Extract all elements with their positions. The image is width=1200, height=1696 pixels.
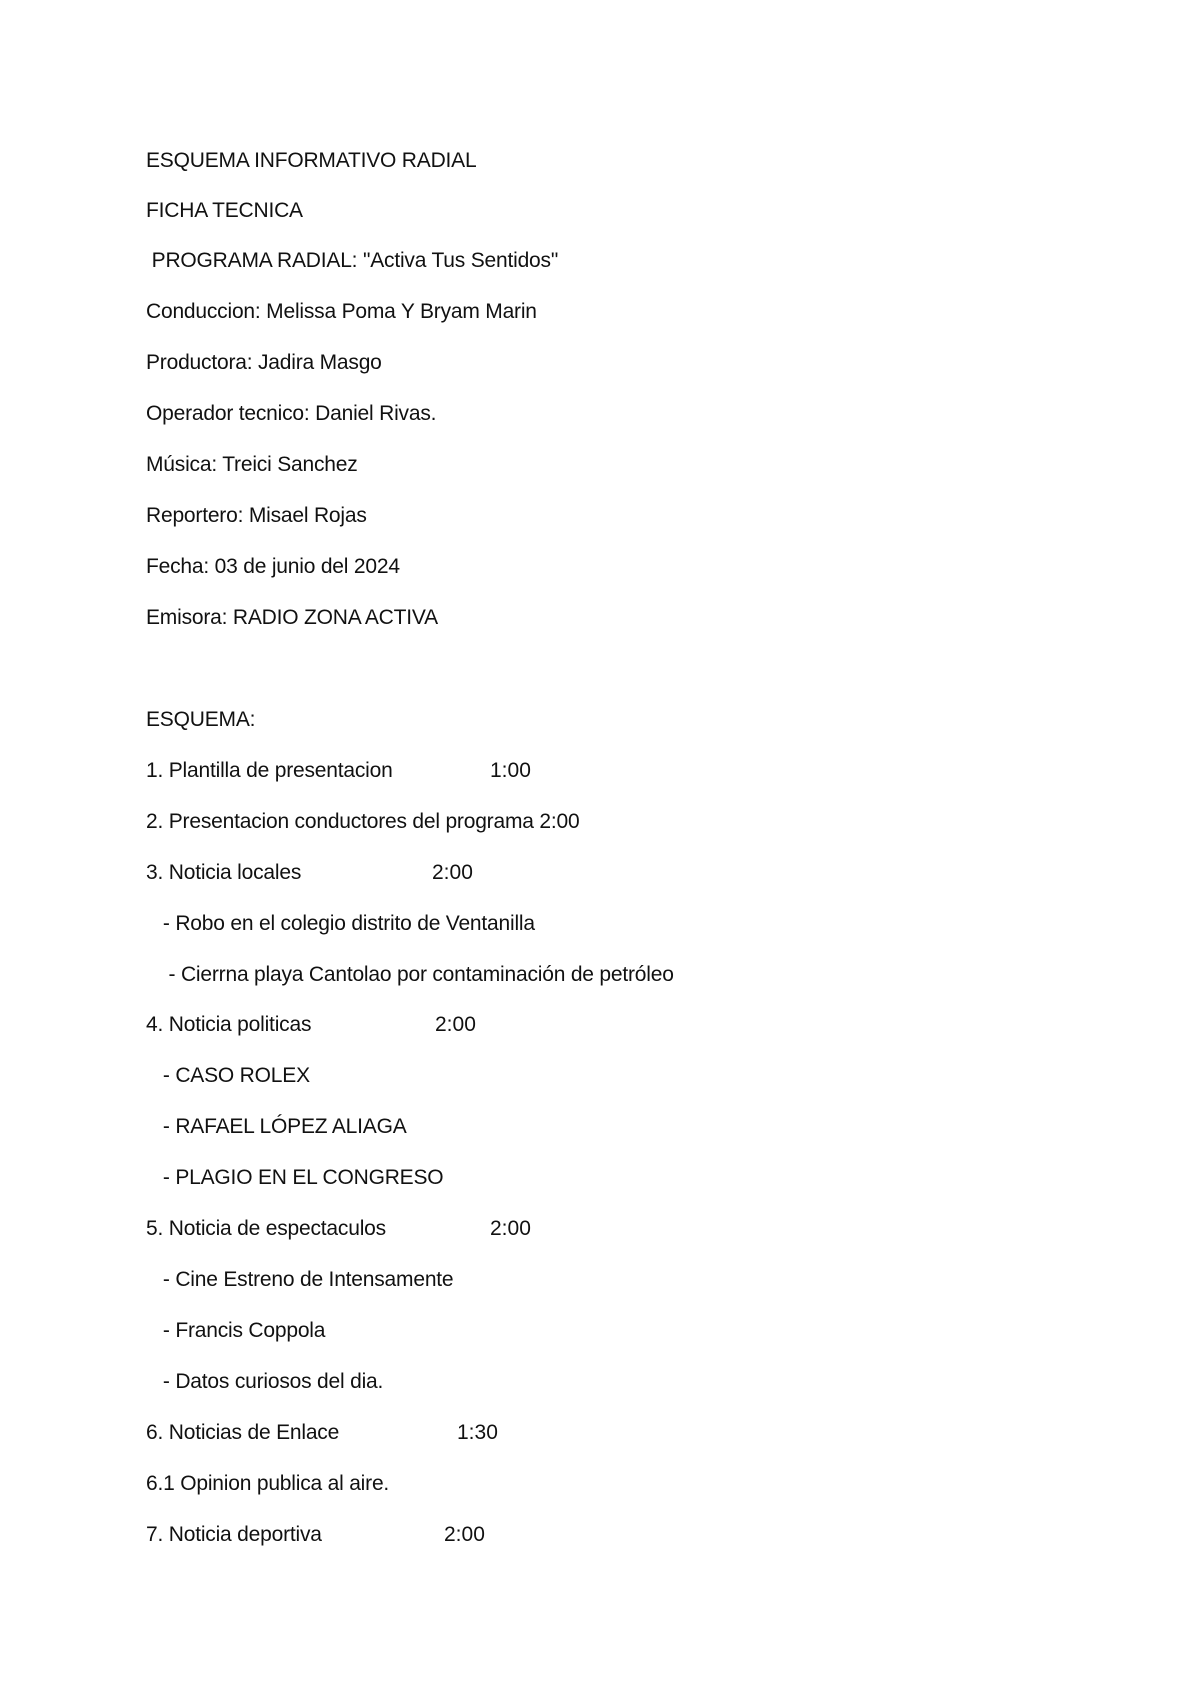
esquema-item: 2. Presentacion conductores del programa 2:00 <box>146 810 580 833</box>
ficha-operador: Operador tecnico: Daniel Rivas. <box>146 402 437 425</box>
document-subtitle: FICHA TECNICA <box>146 199 303 222</box>
esquema-item: 4. Noticia politicas <box>146 1013 312 1036</box>
esquema-subitem: - Cierrna playa Cantolao por contaminación de petróleo <box>146 963 674 986</box>
ficha-emisora: Emisora: RADIO ZONA ACTIVA <box>146 606 438 629</box>
esquema-duration: 1:30 <box>457 1421 498 1444</box>
ficha-fecha: Fecha: 03 de junio del 2024 <box>146 555 400 578</box>
esquema-subitem: - Datos curiosos del dia. <box>146 1370 384 1393</box>
esquema-duration: 2:00 <box>444 1523 485 1546</box>
esquema-item: 3. Noticia locales <box>146 861 302 884</box>
esquema-subitem: - PLAGIO EN EL CONGRESO <box>146 1166 444 1189</box>
ficha-programa: PROGRAMA RADIAL: "Activa Tus Sentidos" <box>146 249 559 272</box>
esquema-duration: 2:00 <box>490 1217 531 1240</box>
esquema-item: 1. Plantilla de presentacion <box>146 759 393 782</box>
esquema-subitem: - Cine Estreno de Intensamente <box>146 1268 454 1291</box>
esquema-subitem: - Francis Coppola <box>146 1319 326 1342</box>
ficha-productora: Productora: Jadira Masgo <box>146 351 382 374</box>
esquema-duration: 2:00 <box>435 1013 476 1036</box>
document-title: ESQUEMA INFORMATIVO RADIAL <box>146 149 477 172</box>
esquema-item: 6.1 Opinion publica al aire. <box>146 1472 390 1495</box>
esquema-item: 6. Noticias de Enlace <box>146 1421 340 1444</box>
esquema-heading: ESQUEMA: <box>146 708 256 731</box>
esquema-subitem: - RAFAEL LÓPEZ ALIAGA <box>146 1115 407 1138</box>
esquema-item: 7. Noticia deportiva <box>146 1523 322 1546</box>
esquema-duration: 1:00 <box>490 759 531 782</box>
ficha-reportero: Reportero: Misael Rojas <box>146 504 367 527</box>
esquema-subitem: - Robo en el colegio distrito de Ventanilla <box>146 912 535 935</box>
ficha-conduccion: Conduccion: Melissa Poma Y Bryam Marin <box>146 300 537 323</box>
esquema-item: 5. Noticia de espectaculos <box>146 1217 386 1240</box>
esquema-duration: 2:00 <box>432 861 473 884</box>
esquema-subitem: - CASO ROLEX <box>146 1064 310 1087</box>
ficha-musica: Música: Treici Sanchez <box>146 453 358 476</box>
